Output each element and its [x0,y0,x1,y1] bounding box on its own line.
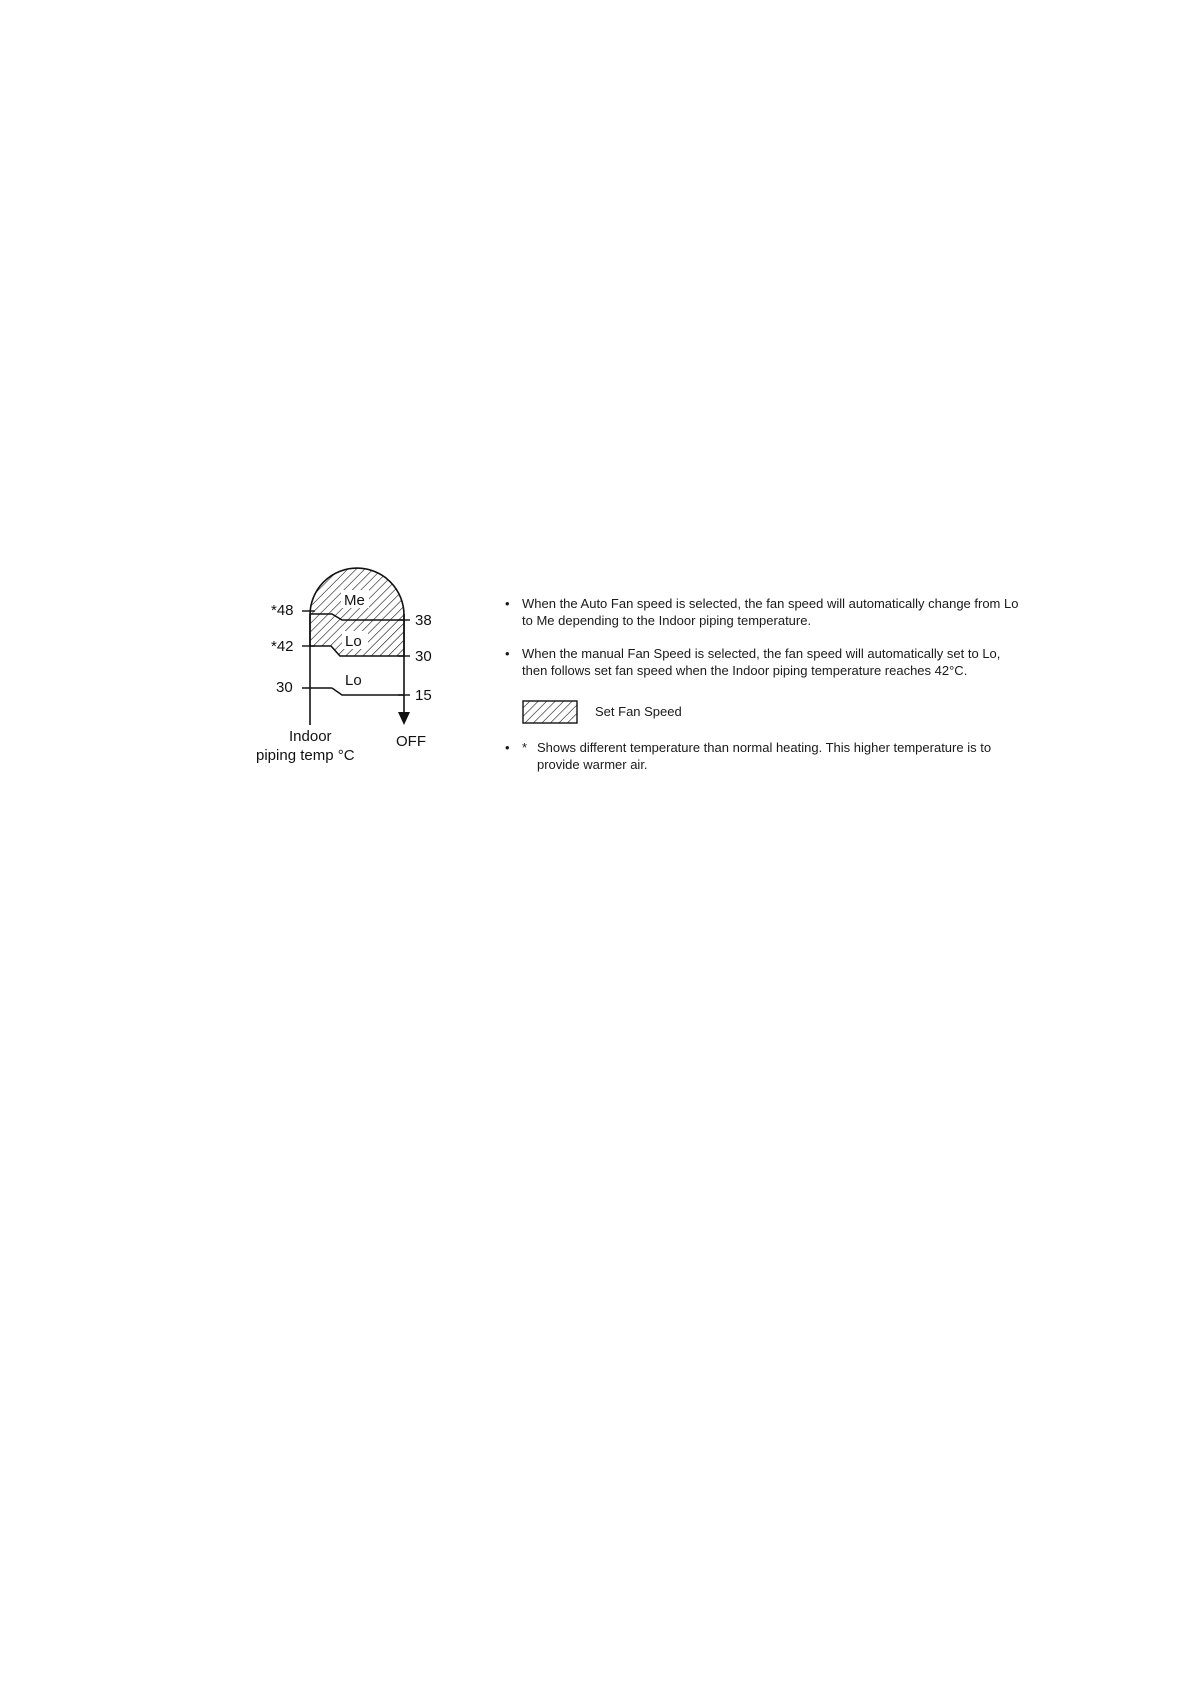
axis-label-piping-temp: piping temp °C [256,747,355,764]
asterisk-mark: * [522,740,528,755]
right-label-30: 30 [415,648,432,665]
right-label-38: 38 [415,612,432,629]
zone-label-lo-upper: Lo [345,633,362,650]
zone-label-lo-lower: Lo [345,672,362,689]
note-asterisk-text: Shows different temperature than normal heating. This higher temperature is to provide warmer air. [537,740,992,772]
right-label-15: 15 [415,687,432,704]
note-manual-fan-text: When the manual Fan Speed is selected, the fan speed will automatically set to Lo, then follows set fan speed when the Indoor piping temperature reaches 42°C. [522,646,1001,678]
legend [505,699,1025,725]
off-label: OFF [396,733,426,750]
left-label-30: 30 [276,679,293,696]
zone-label-me: Me [344,592,365,609]
note-asterisk [505,739,1025,773]
notes-list [505,595,1025,773]
note-auto-fan [505,595,1025,629]
left-label-42: *42 [271,638,294,655]
note-auto-fan-text: When the Auto Fan speed is selected, the fan speed will automatically change from Lo to Me depending to the Indoor piping temperature. [522,596,1019,628]
note-manual-fan [505,645,1025,679]
legend-hatch-swatch [522,700,578,724]
legend-label: Set Fan Speed [595,704,682,719]
axis-label-indoor: Indoor [289,728,332,745]
off-arrowhead [398,712,410,725]
bullet-point: • [505,740,510,755]
left-label-48: *48 [271,602,294,619]
lo-off-boundary [332,688,404,695]
bullet-point: • [505,646,510,661]
bullet-point: • [505,596,510,611]
